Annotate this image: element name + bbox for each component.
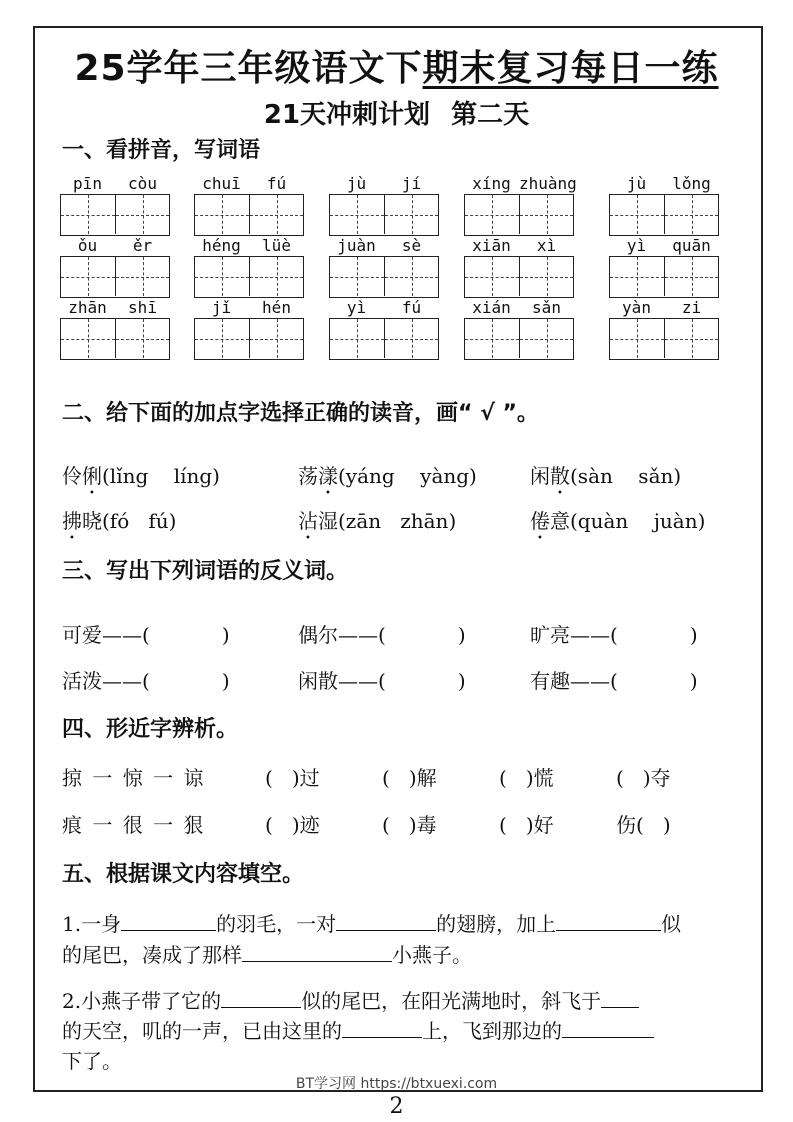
writing-box[interactable] [249, 195, 303, 234]
pronunciation-item [530, 460, 681, 499]
q1-text-c: 的翅膀，加上 [436, 912, 557, 936]
subtitle-day: 第二天 [451, 100, 530, 130]
char: 俐 [82, 464, 102, 488]
antonym-item[interactable] [530, 619, 698, 648]
similar-char-blank[interactable]: ( )过 [265, 766, 320, 790]
similar-char-blank[interactable]: ( )慌 [499, 766, 554, 790]
pinyin-line [329, 298, 439, 318]
pinyin-options[interactable]: (lǐng líng) [102, 464, 220, 488]
pinyin-line [329, 174, 439, 194]
writing-boxes [464, 194, 574, 236]
pinyin-line [464, 236, 574, 256]
writing-box[interactable] [664, 195, 718, 234]
char: 伶 [62, 464, 82, 488]
writing-boxes [464, 318, 574, 360]
close-paren: ) [457, 623, 466, 647]
pinyin-syllable: yì [346, 298, 367, 317]
writing-box[interactable] [519, 195, 573, 234]
fill-blank[interactable] [121, 910, 216, 931]
char: 意 [550, 509, 570, 533]
q2-text-e: 下了。 [62, 1049, 122, 1073]
pinyin-line [609, 174, 719, 194]
similar-char-blank[interactable]: ( )解 [382, 766, 437, 790]
char: 漾 [318, 464, 338, 488]
writing-box[interactable] [195, 319, 249, 358]
writing-box[interactable] [465, 257, 519, 296]
writing-boxes [464, 256, 574, 298]
antonym-item[interactable] [530, 665, 698, 694]
close-paren: ) [221, 669, 230, 693]
writing-boxes [194, 256, 304, 298]
writing-boxes [329, 194, 439, 236]
pinyin-syllable: jǐ [211, 298, 232, 317]
pinyin-syllable: ěr [132, 236, 153, 255]
antonym-item[interactable] [298, 619, 466, 648]
pinyin-syllable: xiān [472, 236, 511, 255]
section5-heading: 五、根据课文内容填空。 [62, 862, 305, 887]
writing-box[interactable] [384, 257, 438, 296]
pronunciation-item [298, 505, 456, 544]
fill-blank[interactable] [562, 1017, 654, 1038]
similar-char-blank[interactable]: ( )迹 [265, 813, 320, 837]
pinyin-syllable: zhuàng [519, 174, 577, 193]
pinyin-line [464, 174, 577, 194]
pinyin-syllable: fú [401, 298, 422, 317]
fill-q2-line3 [62, 1045, 122, 1074]
pronunciation-item [298, 460, 477, 499]
similar-chars-row-2 [62, 809, 205, 838]
writing-box[interactable] [519, 257, 573, 296]
pinyin-syllable: jù [626, 174, 647, 193]
pronunciation-item [62, 460, 220, 499]
pinyin-syllable: jí [401, 174, 422, 193]
similar-char-blank[interactable]: 伤( ) [616, 813, 671, 837]
pinyin-line [609, 298, 719, 318]
pinyin-syllable: jù [346, 174, 367, 193]
char: 荡 [298, 464, 318, 488]
writing-box[interactable] [61, 195, 115, 234]
close-paren: ) [689, 623, 698, 647]
pinyin-line [329, 236, 439, 256]
writing-boxes [194, 318, 304, 360]
writing-boxes [609, 256, 719, 298]
page-title [0, 40, 793, 91]
section4-heading: 四、形近字辨析。 [62, 717, 239, 742]
char-group: 痕 一 很 一 狠 [62, 813, 206, 837]
char-group: 掠 一 惊 一 谅 [62, 766, 206, 790]
similar-char-blank[interactable]: ( )好 [499, 813, 554, 837]
pinyin-syllable: xì [536, 236, 557, 255]
pinyin-syllable: juàn [337, 236, 376, 255]
pinyin-syllable: fú [266, 174, 287, 193]
writing-boxes [329, 256, 439, 298]
close-paren: ) [457, 669, 466, 693]
pinyin-line [194, 236, 304, 256]
writing-box[interactable] [330, 195, 384, 234]
writing-box[interactable] [610, 257, 664, 296]
writing-boxes [329, 318, 439, 360]
section1-heading: 一、看拼音，写词语 [62, 138, 261, 163]
writing-box[interactable] [195, 195, 249, 234]
pinyin-syllable: chuī [202, 174, 241, 193]
antonym-word: 有趣——( [530, 669, 618, 693]
writing-boxes [60, 256, 170, 298]
writing-box[interactable] [519, 319, 573, 358]
pinyin-syllable: quān [672, 236, 711, 255]
writing-box[interactable] [664, 319, 718, 358]
pinyin-syllable: shī [128, 298, 157, 317]
fill-blank[interactable] [556, 910, 661, 931]
writing-boxes [609, 318, 719, 360]
pinyin-line [60, 298, 170, 318]
q2-text-d: 上，飞到那边的 [422, 1019, 562, 1043]
pinyin-syllable: xián [472, 298, 511, 317]
char: 沾 [298, 509, 318, 533]
writing-box[interactable] [465, 195, 519, 234]
pinyin-line [60, 174, 170, 194]
writing-box[interactable] [384, 319, 438, 358]
writing-boxes [609, 194, 719, 236]
pinyin-syllable: còu [128, 174, 157, 193]
writing-boxes [194, 194, 304, 236]
q1-text-b: 的羽毛，一对 [216, 912, 337, 936]
q1-text-d: 似 [661, 912, 682, 936]
writing-boxes [60, 194, 170, 236]
writing-box[interactable] [330, 319, 384, 358]
q1-text-f: 小燕子。 [392, 943, 472, 967]
pinyin-line [60, 236, 170, 256]
antonym-word: 可爱——( [62, 623, 150, 647]
char: 倦 [530, 509, 550, 533]
fill-q1-line1 [62, 908, 681, 937]
pinyin-syllable: zhān [68, 298, 107, 317]
pinyin-line [464, 298, 574, 318]
pinyin-syllable: yì [626, 236, 647, 255]
char: 晓 [82, 509, 102, 533]
q1-text-a: 1.一身 [62, 912, 122, 936]
antonym-word: 活泼——( [62, 669, 150, 693]
antonym-word: 旷亮——( [530, 623, 618, 647]
page-number: 2 [389, 1094, 404, 1119]
q2-text-a: 2.小燕子带了它的 [62, 989, 222, 1013]
writing-box[interactable] [115, 319, 169, 358]
page-subtitle [0, 94, 793, 131]
pinyin-syllable: lüè [262, 236, 291, 255]
section3-heading: 三、写出下列词语的反义词。 [62, 559, 349, 584]
antonym-item[interactable] [298, 665, 466, 694]
fill-q1-line2 [62, 939, 472, 968]
writing-box[interactable] [115, 195, 169, 234]
pinyin-syllable: sǎn [532, 298, 561, 317]
writing-box[interactable] [465, 319, 519, 358]
writing-box[interactable] [610, 195, 664, 234]
pinyin-line [194, 174, 304, 194]
watermark: BT学习网 https://btxuexi.com [295, 1076, 498, 1092]
pinyin-options[interactable]: (zān zhān) [338, 509, 457, 533]
subtitle-plan: 21天冲刺计划 [263, 100, 431, 130]
close-paren: ) [689, 669, 698, 693]
writing-box[interactable] [249, 257, 303, 296]
writing-box[interactable] [195, 257, 249, 296]
similar-char-blank[interactable]: ( )毒 [382, 813, 437, 837]
writing-box[interactable] [384, 195, 438, 234]
fill-blank[interactable] [342, 1017, 422, 1038]
pinyin-line [609, 236, 719, 256]
pinyin-syllable: héng [202, 236, 241, 255]
fill-blank[interactable] [336, 910, 436, 931]
q2-text-c: 的天空，叽的一声，已由这里的 [62, 1019, 342, 1043]
char: 闲 [530, 464, 550, 488]
pinyin-syllable: zi [681, 298, 702, 317]
title-part-a: 25学年三年级语文下 [74, 48, 423, 89]
writing-box[interactable] [249, 319, 303, 358]
pinyin-syllable: ǒu [77, 236, 98, 255]
section2-heading: 二、给下面的加点字选择正确的读音，画“ √ ”。 [62, 401, 539, 426]
fill-blank[interactable] [221, 987, 301, 1008]
antonym-item[interactable] [62, 665, 230, 694]
pinyin-options[interactable]: (fó fú) [102, 509, 177, 533]
title-part-b: 期末复习每日一练 [422, 48, 719, 89]
pinyin-options[interactable]: (quàn juàn) [570, 509, 706, 533]
pinyin-syllable: xíng [472, 174, 511, 193]
pinyin-syllable: sè [401, 236, 422, 255]
writing-box[interactable] [610, 319, 664, 358]
antonym-item[interactable] [62, 619, 230, 648]
writing-box[interactable] [61, 257, 115, 296]
similar-chars-row-1 [62, 762, 205, 791]
pinyin-line [194, 298, 304, 318]
char: 湿 [318, 509, 338, 533]
writing-box[interactable] [61, 319, 115, 358]
pronunciation-item [530, 505, 705, 544]
q1-text-e: 的尾巴，凑成了那样 [62, 943, 242, 967]
writing-box[interactable] [664, 257, 718, 296]
pinyin-options[interactable]: (sàn sǎn) [570, 464, 682, 488]
pinyin-syllable: yàn [622, 298, 651, 317]
pinyin-options[interactable]: (yáng yàng) [338, 464, 477, 488]
fill-q2-line2 [62, 1015, 654, 1044]
char: 散 [550, 464, 570, 488]
writing-box[interactable] [330, 257, 384, 296]
pinyin-syllable: pīn [73, 174, 102, 193]
pinyin-syllable: hén [262, 298, 291, 317]
similar-char-blank[interactable]: ( )夺 [616, 766, 671, 790]
writing-box[interactable] [115, 257, 169, 296]
char: 拂 [62, 509, 82, 533]
antonym-word: 闲散——( [298, 669, 386, 693]
fill-blank[interactable] [601, 987, 639, 1008]
writing-boxes [60, 318, 170, 360]
fill-blank[interactable] [242, 941, 392, 962]
pronunciation-item [62, 505, 176, 544]
antonym-word: 偶尔——( [298, 623, 386, 647]
q2-text-b: 似的尾巴，在阳光满地时，斜飞于 [301, 989, 602, 1013]
pinyin-syllable: lǒng [672, 174, 711, 193]
fill-q2-line1 [62, 985, 639, 1014]
close-paren: ) [221, 623, 230, 647]
